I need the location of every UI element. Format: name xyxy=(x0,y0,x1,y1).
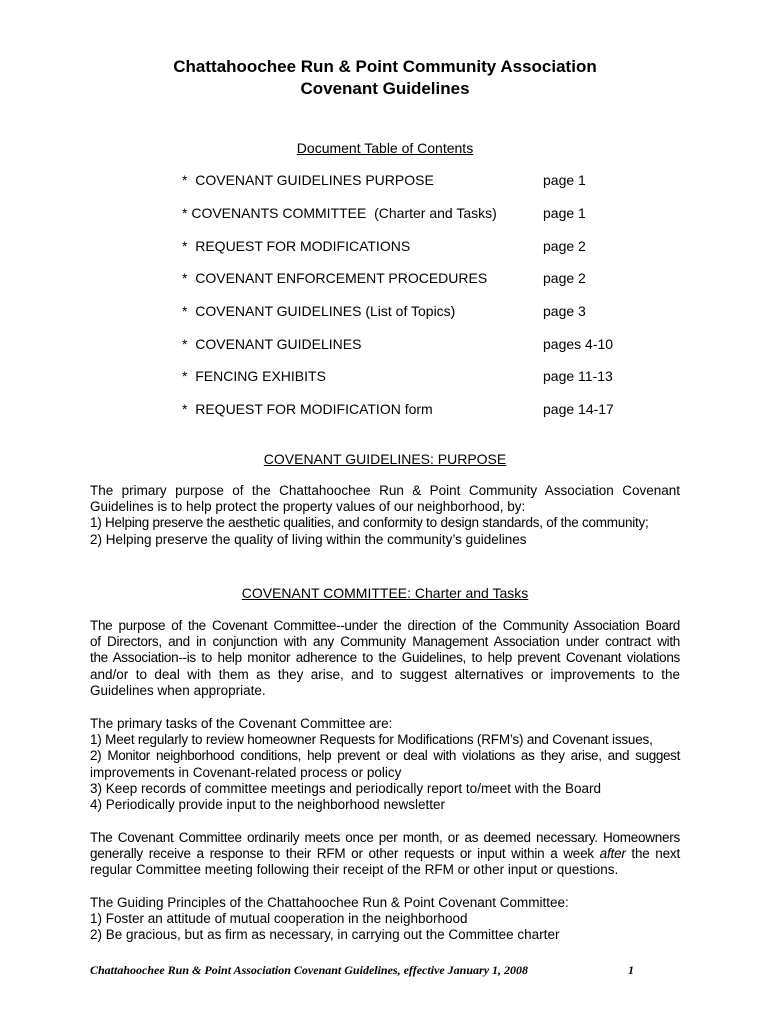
toc-item-label: * COVENANT GUIDELINES xyxy=(182,336,362,352)
paragraph-line: The primary tasks of the Covenant Committee are: xyxy=(90,716,393,731)
text-run: the next xyxy=(625,846,680,862)
toc-item xyxy=(182,302,622,320)
toc-item xyxy=(182,237,622,255)
paragraph-line xyxy=(90,846,680,862)
toc-item-page: page 2 xyxy=(543,270,586,286)
toc-item-page: pages 4-10 xyxy=(543,336,614,352)
purpose-paragraph xyxy=(90,483,680,548)
paragraph-line: 3) Keep records of committee meetings and periodically report to/meet with the Board xyxy=(90,780,602,796)
paragraph-line: Guidelines is to help protect the property values of our neighborhood, by: xyxy=(90,499,526,515)
document-subtitle: Covenant Guidelines xyxy=(300,79,470,98)
paragraph-line: 1) Helping preserve the aesthetic qualities, and conformity to design standards, of the community; xyxy=(90,515,649,531)
purpose-heading: COVENANT GUIDELINES: PURPOSE xyxy=(263,451,507,467)
paragraph-line: 2) Be gracious, but as firm as necessary, in carrying out the Committee charter xyxy=(90,927,560,943)
paragraph-line: 2) Helping preserve the quality of living within the community’s guidelines xyxy=(90,531,527,547)
toc-item-page: page 3 xyxy=(543,303,586,319)
paragraph-line: 2) Monitor neighborhood conditions, help prevent or deal with violations as they arise, and suggest xyxy=(90,748,680,764)
emphasis-text: after xyxy=(599,846,626,862)
paragraph-line: Guidelines when appropriate. xyxy=(90,682,266,698)
toc-heading: Document Table of Contents xyxy=(296,140,474,156)
toc-item-page: page 2 xyxy=(543,238,586,254)
toc-item-label: * COVENANT ENFORCEMENT PROCEDURES xyxy=(182,270,488,286)
toc-item-label: * REQUEST FOR MODIFICATION form xyxy=(182,401,433,417)
paragraph-line: of Directors, and in conjunction with any Community Management Association under contract with xyxy=(90,634,680,650)
paragraph-line: 1) Foster an attitude of mutual cooperation in the neighborhood xyxy=(90,911,468,927)
toc-item xyxy=(182,335,622,353)
paragraph-line: The primary purpose of the Chattahoochee Run & Point Community Association Covenant xyxy=(90,483,680,498)
paragraph-line: 4) Periodically provide input to the neighborhood newsletter xyxy=(90,797,445,813)
paragraph-line: the Association--is to help monitor adherence to the Guidelines, to help prevent Covenant violations xyxy=(90,650,680,666)
page-footer xyxy=(90,961,650,979)
toc-item-label: * COVENANTS COMMITTEE (Charter and Tasks) xyxy=(182,205,497,221)
paragraph-line: 1) Meet regularly to review homeowner Requests for Modifications (RFM’s) and Covenant issues, xyxy=(90,732,653,748)
paragraph-line: The Covenant Committee ordinarily meets once per month, or as deemed necessary. Homeowners xyxy=(90,830,680,845)
toc-item-page: page 11-13 xyxy=(543,368,613,384)
page-number: 1 xyxy=(628,963,634,977)
committee-heading: COVENANT COMMITTEE: Charter and Tasks xyxy=(241,585,529,601)
footer-text: Chattahoochee Run & Point Association Covenant Guidelines, effective January 1, 2008 xyxy=(90,963,529,977)
toc-item-label: * COVENANT GUIDELINES PURPOSE xyxy=(182,172,434,188)
paragraph-line: and/or to deal with them as they arise, and to suggest alternatives or improvements to the xyxy=(90,666,680,682)
paragraph-line: regular Committee meeting following their receipt of the RFM or other input or questions. xyxy=(90,862,619,878)
committee-meetings-paragraph xyxy=(90,830,680,879)
toc-item-label: * FENCING EXHIBITS xyxy=(182,368,326,384)
toc-item-label: * COVENANT GUIDELINES (List of Topics) xyxy=(182,303,456,319)
text-run: generally receive a response to their RFM or other requests or input within a week xyxy=(90,846,600,862)
toc-item-page: page 1 xyxy=(543,172,586,188)
toc-item xyxy=(182,269,622,287)
toc-item-label: * REQUEST FOR MODIFICATIONS xyxy=(182,238,411,254)
toc-item xyxy=(182,400,622,418)
paragraph-line: The Guiding Principles of the Chattahoochee Run & Point Covenant Committee: xyxy=(90,895,569,910)
document-title: Chattahoochee Run & Point Community Association xyxy=(173,57,597,76)
committee-tasks-paragraph xyxy=(90,716,680,813)
toc-item xyxy=(182,204,622,222)
toc-item-page: page 1 xyxy=(543,205,586,221)
committee-purpose-paragraph xyxy=(90,618,680,699)
toc-item xyxy=(182,367,622,385)
paragraph-line: The purpose of the Covenant Committee--under the direction of the Community Association Board xyxy=(90,618,680,633)
guiding-principles-paragraph xyxy=(90,895,680,944)
toc-item xyxy=(182,171,622,189)
toc-item-page: page 14-17 xyxy=(543,401,614,417)
paragraph-line: improvements in Covenant-related process or policy xyxy=(90,764,402,780)
